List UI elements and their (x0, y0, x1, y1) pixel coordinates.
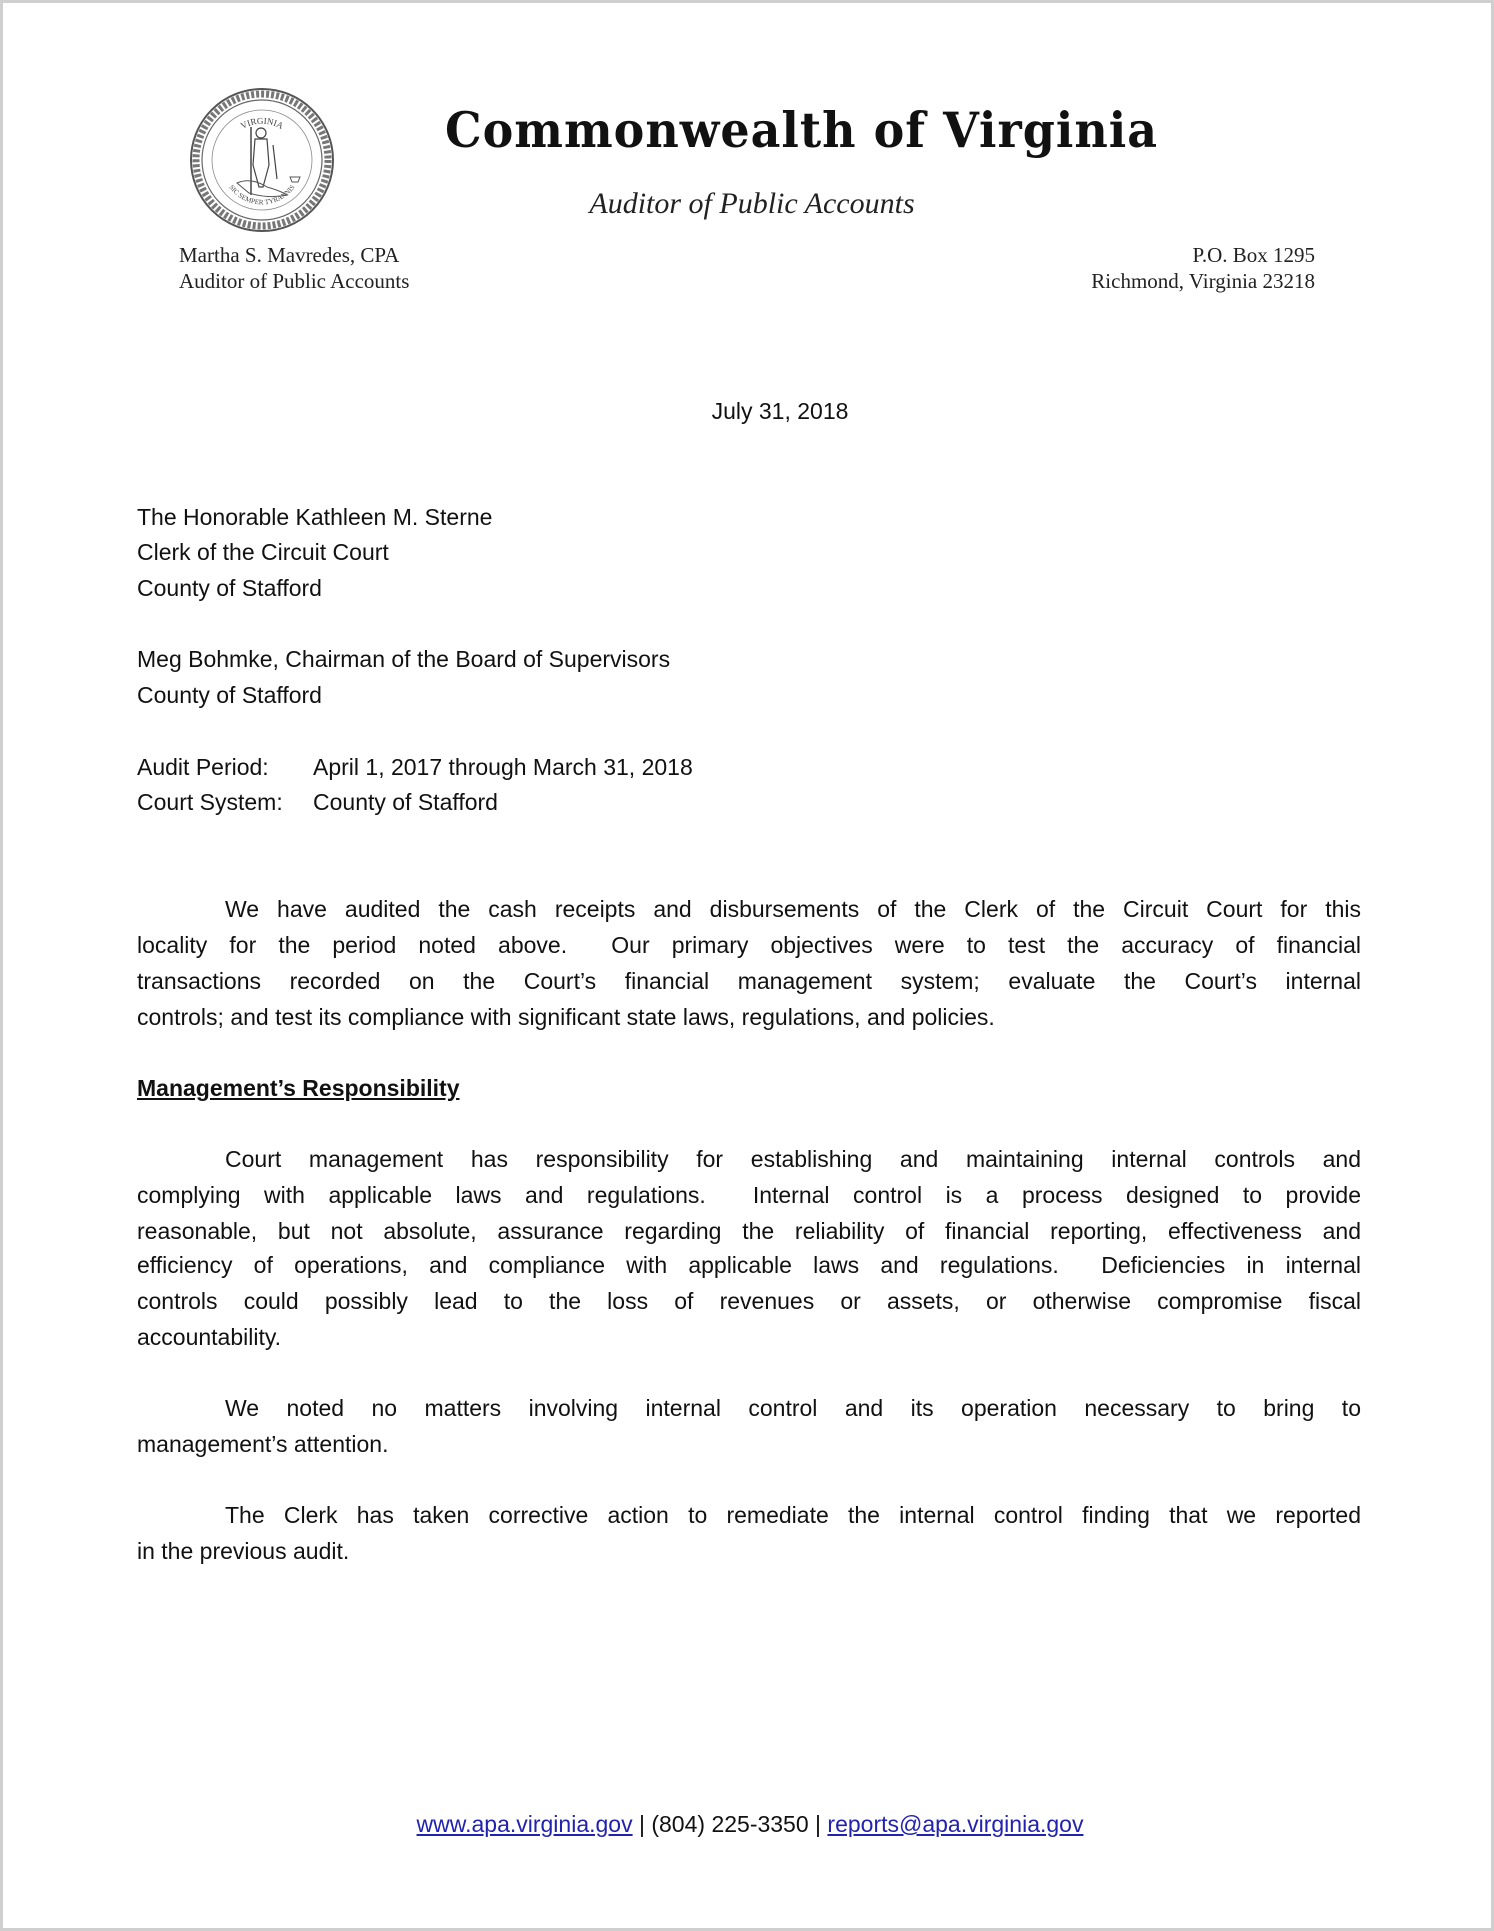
website-link[interactable]: www.apa.virginia.gov (416, 1811, 633, 1837)
court-system-label: Court System: (137, 789, 283, 815)
phone-number: (804) 225-3350 (651, 1811, 809, 1837)
second-recipient-locality: County of Stafford (137, 682, 322, 708)
svg-text:SIC SEMPER TYRANNIS: SIC SEMPER TYRANNIS (227, 183, 297, 207)
audit-period-value: April 1, 2017 through March 31, 2018 (313, 754, 693, 780)
auditor-name: Martha S. Mavredes, CPA (179, 243, 400, 267)
paragraph-2-line: accountability. (137, 1324, 282, 1350)
audit-period-label: Audit Period: (137, 754, 269, 780)
footer-separator: | (815, 1811, 822, 1837)
paragraph-1-line: locality for the period noted above. Our primary objectives were to test the accuracy of financial (137, 932, 1361, 958)
paragraph-4-line: in the previous audit. (137, 1538, 350, 1564)
footer-contact (3, 1811, 1494, 1838)
mailing-address-block (1091, 242, 1315, 294)
city-state-zip: Richmond, Virginia 23218 (1091, 269, 1315, 293)
svg-text:VIRGINIA: VIRGINIA (238, 115, 286, 131)
paragraph-3-line: management’s attention. (137, 1431, 389, 1457)
paragraph-2-line: reasonable, but not absolute, assurance regarding the reliability of financial reporting, effectiveness and (137, 1218, 1361, 1244)
recipient-locality: County of Stafford (137, 575, 322, 601)
letterhead-subtitle: Auditor of Public Accounts (589, 187, 915, 220)
court-system-value: County of Stafford (313, 789, 498, 815)
paragraph-2-line: complying with applicable laws and regulations. Internal control is a process designed to provide (137, 1182, 1361, 1208)
second-recipient-name: Meg Bohmke, Chairman of the Board of Supervisors (137, 646, 671, 672)
paragraph-2-line: efficiency of operations, and compliance with applicable laws and regulations. Deficiencies in internal (137, 1252, 1361, 1278)
paragraph-1-line: transactions recorded on the Court’s financial management system; evaluate the Court’s internal (137, 968, 1361, 994)
paragraph-2-line: controls could possibly lead to the loss of revenues or assets, or otherwise compromise fiscal (137, 1288, 1361, 1314)
po-box: P.O. Box 1295 (1192, 243, 1315, 267)
recipient-name: The Honorable Kathleen M. Sterne (137, 504, 493, 530)
virginia-seal-icon (189, 87, 335, 233)
footer-separator: | (638, 1811, 645, 1837)
letter-date: July 31, 2018 (711, 398, 849, 424)
paragraph-3-line: We noted no matters involving internal control and its operation necessary to bring to (225, 1395, 1361, 1421)
section-heading-management-responsibility: Management’s Responsibility (137, 1075, 460, 1101)
auditor-name-block (179, 242, 409, 294)
auditor-title: Auditor of Public Accounts (179, 269, 410, 293)
paragraph-4-line: The Clerk has taken corrective action to remediate the internal control finding that we reported (225, 1502, 1361, 1528)
paragraph-1-line: controls; and test its compliance with significant state laws, regulations, and policies. (137, 1004, 995, 1030)
paragraph-2-line: Court management has responsibility for establishing and maintaining internal controls and (225, 1146, 1361, 1172)
recipient-title: Clerk of the Circuit Court (137, 539, 389, 565)
email-link[interactable]: reports@apa.virginia.gov (827, 1811, 1084, 1837)
paragraph-1-line: We have audited the cash receipts and disbursements of the Clerk of the Circuit Court for this (225, 896, 1361, 922)
letterhead-title: Commonwealth of Virginia (445, 101, 1159, 159)
